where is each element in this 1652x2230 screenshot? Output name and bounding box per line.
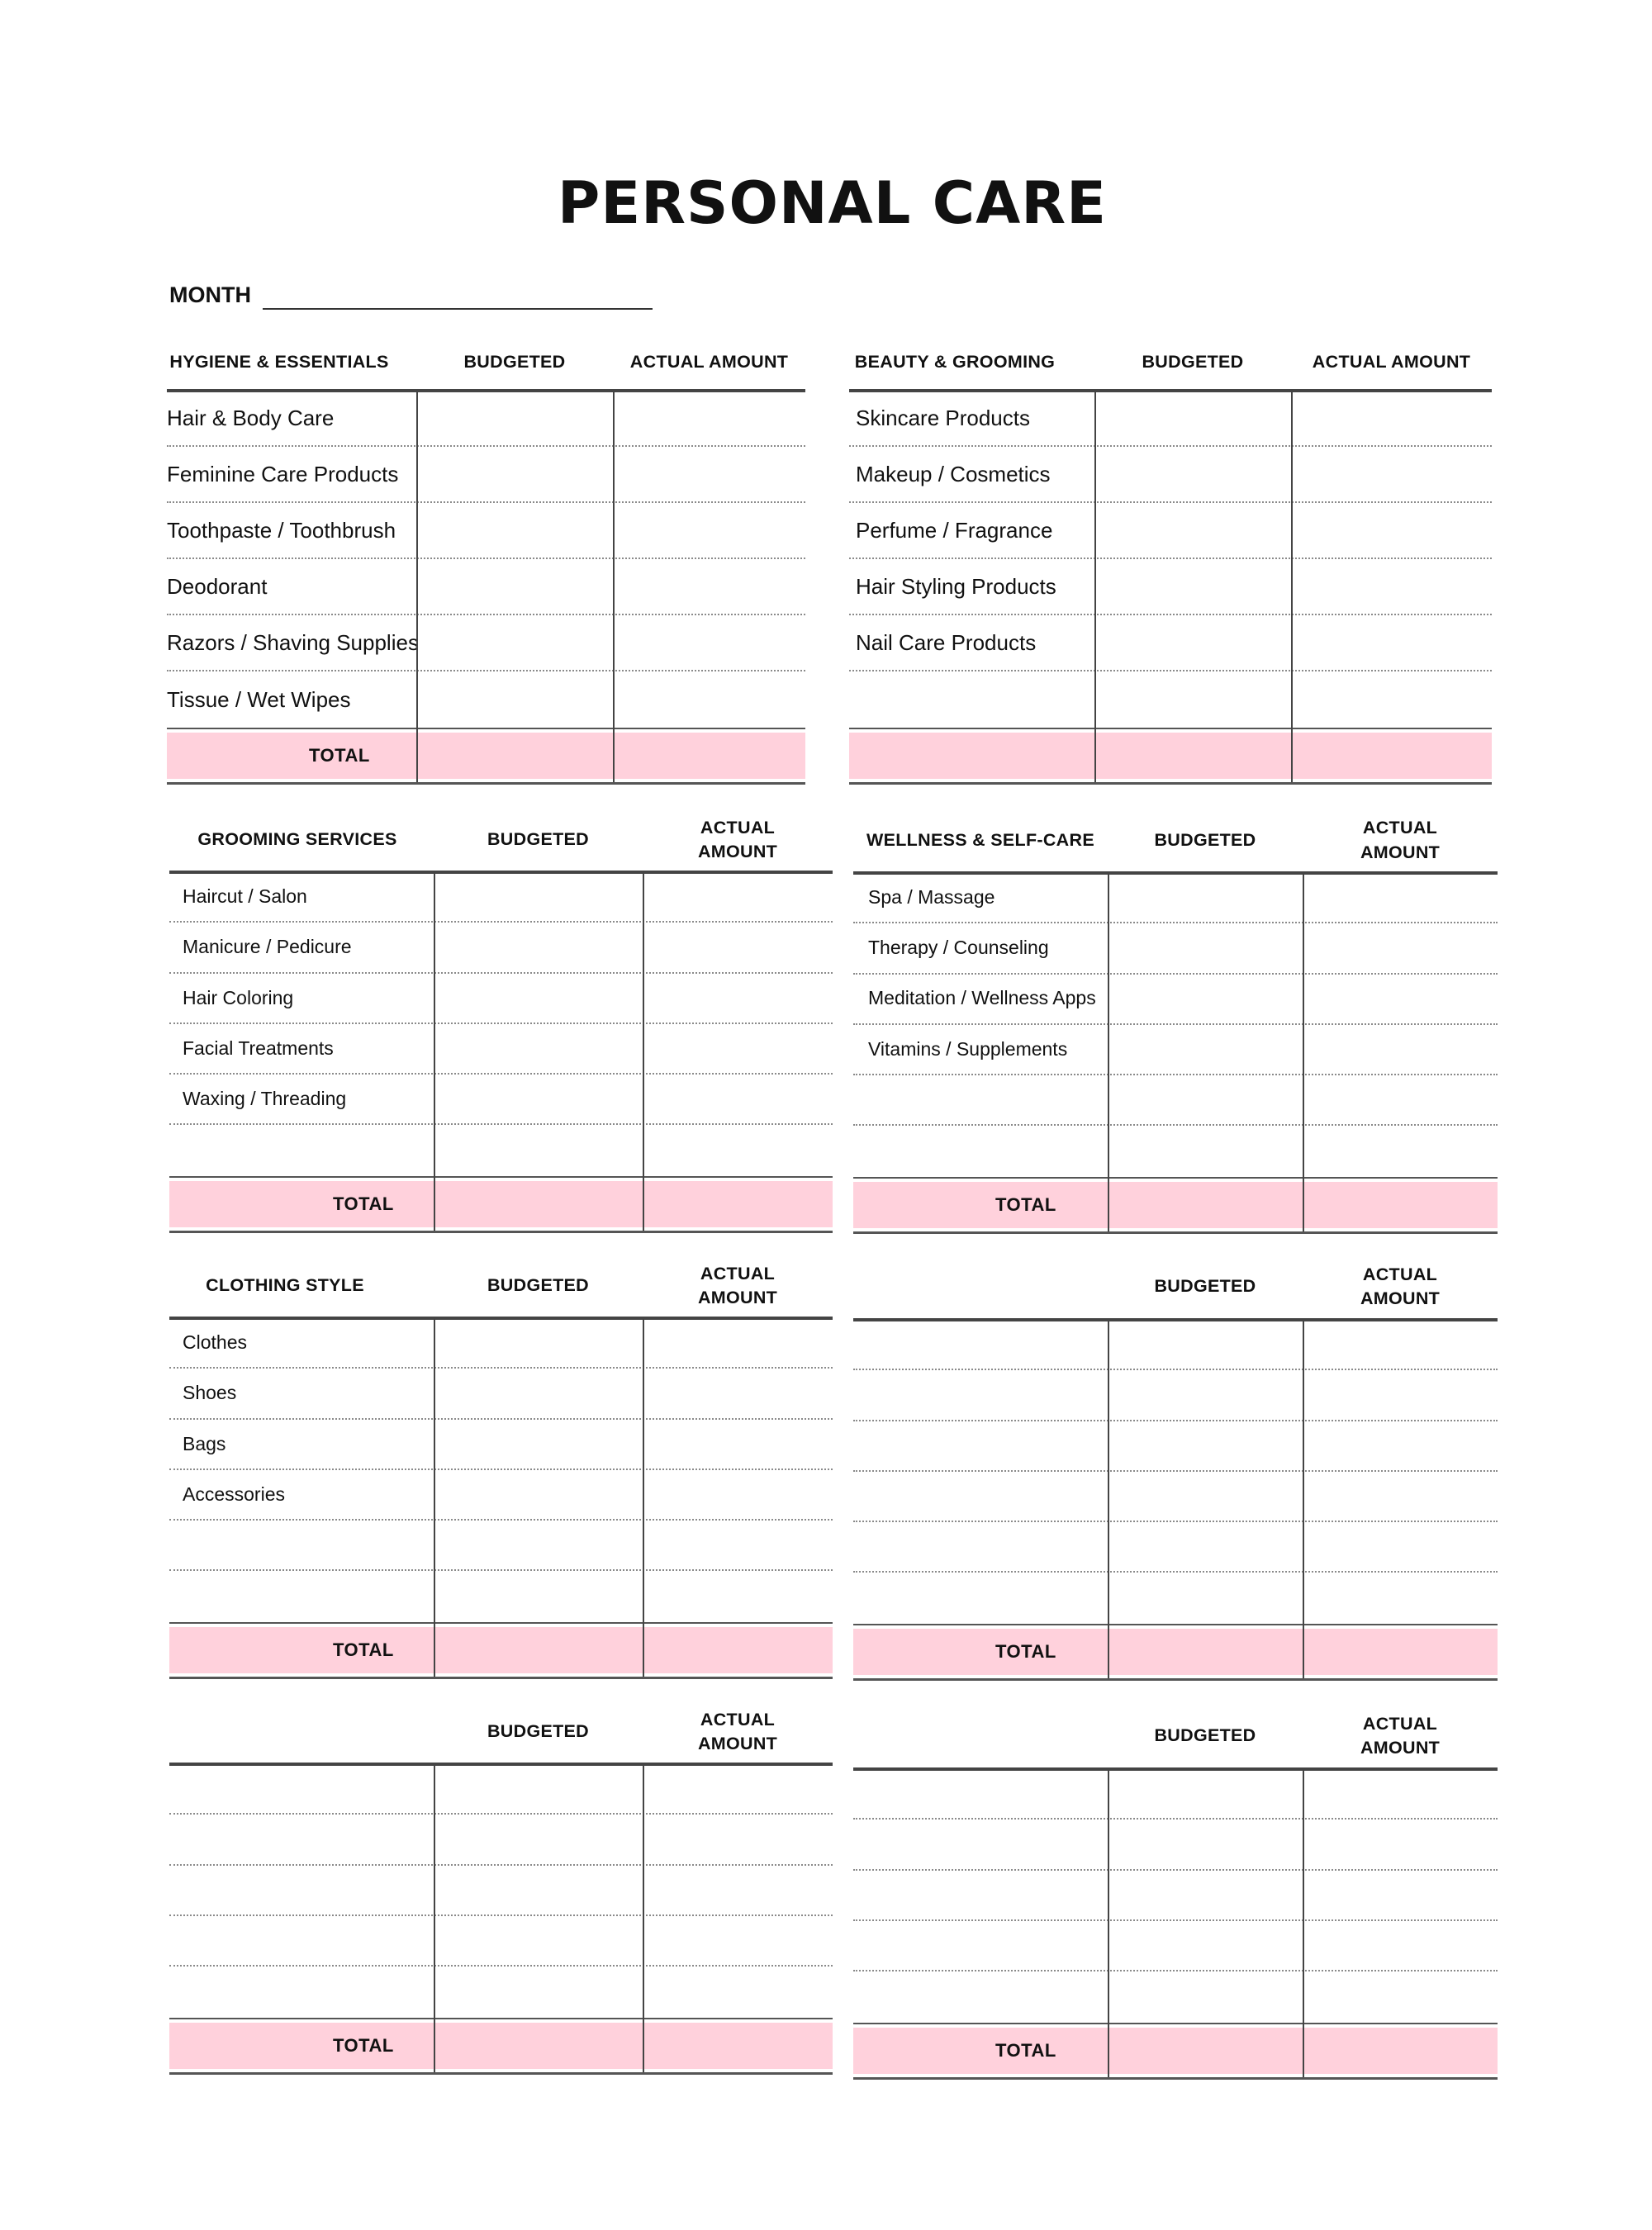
budget-table-hygiene	[167, 334, 805, 784]
column-header-category	[169, 1700, 425, 1764]
budgeted-cell[interactable]	[434, 1470, 643, 1519]
column-divider-budgeted	[1108, 873, 1109, 1231]
row-label: Feminine Care Products	[167, 461, 399, 486]
column-divider-actual	[1303, 1769, 1304, 2077]
total-row	[853, 1629, 1498, 1675]
row-label	[183, 1815, 429, 1863]
budgeted-cell[interactable]	[434, 872, 643, 921]
bottom-rule	[853, 1231, 1498, 1234]
actual-amount-cell[interactable]	[643, 1075, 833, 1123]
table-row	[169, 1764, 833, 1815]
bottom-rule	[169, 1231, 833, 1233]
total-separator	[169, 2018, 833, 2019]
page-title: PERSONAL CARE	[558, 169, 1107, 237]
row-label: Accessories	[183, 1483, 285, 1506]
total-row	[849, 733, 1492, 779]
budgeted-cell[interactable]	[1094, 447, 1291, 501]
budgeted-cell[interactable]	[416, 391, 613, 445]
row-label	[868, 1820, 1103, 1868]
actual-amount-cell[interactable]	[1303, 1921, 1498, 1970]
column-header-category: CLOTHING STYLE	[206, 1275, 364, 1296]
actual-amount-cell[interactable]	[1303, 873, 1498, 922]
actual-amount-cell[interactable]	[1303, 1370, 1498, 1419]
row-label	[868, 1370, 1103, 1419]
actual-amount-cell[interactable]	[1291, 671, 1492, 728]
actual-amount-cell[interactable]	[1303, 1573, 1498, 1624]
column-header-category: BEAUTY & GROOMING	[854, 352, 1056, 372]
actual-amount-cell[interactable]	[1303, 1820, 1498, 1868]
actual-amount-cell[interactable]	[1303, 1871, 1498, 1919]
row-label	[868, 1472, 1103, 1521]
row-label: Hair Coloring	[183, 986, 294, 1008]
actual-amount-cell[interactable]	[643, 1572, 833, 1622]
column-header-actual-amount: ACTUAL AMOUNT	[697, 817, 778, 861]
column-divider-budgeted	[1108, 1320, 1109, 1678]
table-row	[853, 1320, 1498, 1370]
budgeted-cell[interactable]	[1094, 503, 1291, 558]
budgeted-cell[interactable]	[1108, 1370, 1303, 1419]
table-row	[853, 1769, 1498, 1820]
budget-table-blank3	[853, 1703, 1498, 2079]
actual-amount-cell[interactable]	[1303, 975, 1498, 1023]
column-header-actual-amount: ACTUAL AMOUNT	[1312, 352, 1471, 372]
column-header-actual-amount: ACTUAL AMOUNT	[1360, 818, 1441, 862]
total-separator	[853, 2023, 1498, 2024]
column-divider-actual	[643, 1764, 644, 2072]
bottom-rule	[169, 1677, 833, 1679]
column-header-actual-amount: ACTUAL AMOUNT	[1360, 1264, 1441, 1308]
budgeted-cell[interactable]	[1108, 1075, 1303, 1124]
budgeted-cell[interactable]	[434, 974, 643, 1022]
table-row	[853, 1921, 1498, 1971]
row-label: Haircut / Salon	[183, 885, 307, 908]
row-label: Facial Treatments	[183, 1037, 334, 1060]
total-actual-cell[interactable]	[643, 2023, 833, 2069]
actual-amount-cell[interactable]	[643, 1126, 833, 1176]
table-row	[849, 559, 1492, 615]
row-label	[183, 1764, 429, 1813]
actual-amount-cell[interactable]	[643, 872, 833, 921]
budgeted-cell[interactable]	[1108, 1971, 1303, 2022]
total-actual-cell[interactable]	[643, 1627, 833, 1673]
table-row	[167, 615, 805, 671]
column-header-budgeted: BUDGETED	[1142, 352, 1244, 372]
table-row	[169, 1521, 833, 1571]
budgeted-cell[interactable]	[1108, 975, 1303, 1023]
table-row	[169, 1967, 833, 2017]
total-budgeted-cell[interactable]	[416, 733, 613, 779]
column-header-actual-amount: ACTUAL AMOUNT	[1360, 1713, 1441, 1758]
table-row	[169, 1470, 833, 1521]
budgeted-cell[interactable]	[1108, 1472, 1303, 1521]
total-budgeted-cell[interactable]	[1108, 1629, 1303, 1675]
budgeted-cell[interactable]	[1094, 391, 1291, 445]
column-divider-actual	[613, 391, 615, 782]
row-label: Manicure / Pedicure	[183, 936, 352, 958]
budgeted-cell[interactable]	[434, 1916, 643, 1965]
row-label: Razors / Shaving Supplies	[167, 629, 419, 655]
row-label: Skincare Products	[856, 405, 1030, 430]
column-header-category: WELLNESS & SELF-CARE	[866, 829, 1094, 850]
column-header-budgeted: BUDGETED	[463, 352, 566, 372]
budgeted-cell[interactable]	[434, 1521, 643, 1569]
budgeted-cell[interactable]	[416, 615, 613, 670]
column-header-actual-amount: ACTUAL AMOUNT	[697, 1709, 778, 1753]
budgeted-cell[interactable]	[1094, 559, 1291, 614]
table-row	[853, 1025, 1498, 1075]
budgeted-cell[interactable]	[1108, 1025, 1303, 1074]
total-budgeted-cell[interactable]	[1108, 2028, 1303, 2074]
table-row	[167, 447, 805, 503]
column-divider-actual	[1303, 873, 1304, 1231]
total-actual-cell[interactable]	[1291, 733, 1492, 779]
row-label: Spa / Massage	[868, 886, 995, 909]
table-row	[169, 1369, 833, 1419]
actual-amount-cell[interactable]	[1303, 1522, 1498, 1571]
total-label: TOTAL	[995, 2039, 1056, 2061]
column-header-budgeted: BUDGETED	[487, 829, 590, 850]
table-row	[853, 1820, 1498, 1870]
actual-amount-cell[interactable]	[613, 391, 805, 445]
row-label: Deodorant	[167, 573, 268, 599]
actual-amount-cell[interactable]	[643, 1764, 833, 1813]
total-separator	[849, 728, 1492, 729]
table-row	[853, 1522, 1498, 1573]
budgeted-cell[interactable]	[1108, 1522, 1303, 1571]
row-label: Nail Care Products	[856, 629, 1037, 655]
column-divider-budgeted	[1108, 1769, 1109, 2077]
total-actual-cell[interactable]	[1303, 2028, 1498, 2074]
budgeted-cell[interactable]	[434, 1572, 643, 1622]
actual-amount-cell[interactable]	[643, 1369, 833, 1417]
budgeted-cell[interactable]	[416, 559, 613, 614]
column-divider-budgeted	[434, 1318, 435, 1677]
table-row	[169, 1318, 833, 1369]
total-separator	[169, 1176, 833, 1178]
table-row	[853, 1075, 1498, 1126]
row-label	[868, 1573, 1103, 1624]
budgeted-cell[interactable]	[1108, 1320, 1303, 1369]
budgeted-cell[interactable]	[434, 1024, 643, 1073]
budgeted-cell[interactable]	[434, 1126, 643, 1176]
table-row	[853, 1370, 1498, 1421]
total-label: TOTAL	[995, 1640, 1056, 1662]
row-label: Therapy / Counseling	[868, 937, 1049, 959]
column-divider-actual	[1291, 391, 1293, 782]
column-header-budgeted: BUDGETED	[487, 1275, 590, 1296]
row-label: Toothpaste / Toothbrush	[167, 517, 396, 543]
row-label: Bags	[183, 1432, 226, 1454]
table-row	[849, 447, 1492, 503]
budgeted-cell[interactable]	[1108, 1921, 1303, 1970]
row-label	[183, 1572, 429, 1622]
budget-table-beauty	[849, 334, 1492, 784]
row-label: Meditation / Wellness Apps	[868, 987, 1096, 1009]
actual-amount-cell[interactable]	[1291, 503, 1492, 558]
total-row	[169, 2023, 833, 2069]
column-divider-actual	[1303, 1320, 1304, 1678]
table-row	[167, 671, 805, 728]
row-label: Makeup / Cosmetics	[856, 461, 1051, 486]
budget-table-clothing	[169, 1254, 833, 1678]
column-header-category: HYGIENE & ESSENTIALS	[169, 352, 389, 372]
column-divider-budgeted	[416, 391, 418, 782]
table-row	[849, 503, 1492, 559]
budgeted-cell[interactable]	[1108, 923, 1303, 972]
actual-amount-cell[interactable]	[1303, 1320, 1498, 1369]
total-actual-cell[interactable]	[613, 733, 805, 779]
total-label: TOTAL	[333, 2034, 394, 2056]
table-row	[853, 1421, 1498, 1472]
column-divider-budgeted	[434, 1764, 435, 2072]
actual-amount-cell[interactable]	[613, 615, 805, 670]
row-label: Vitamins / Supplements	[868, 1038, 1068, 1060]
budgeted-cell[interactable]	[434, 1369, 643, 1417]
column-divider-actual	[643, 872, 644, 1231]
table-row	[853, 1971, 1498, 2022]
row-label	[856, 671, 1089, 728]
row-label	[868, 1971, 1103, 2022]
column-header-budgeted: BUDGETED	[1154, 829, 1256, 850]
row-label	[183, 1916, 429, 1965]
table-row	[849, 615, 1492, 671]
table-row	[169, 1024, 833, 1075]
total-separator	[167, 728, 805, 729]
total-budgeted-cell[interactable]	[434, 2023, 643, 2069]
actual-amount-cell[interactable]	[1291, 447, 1492, 501]
table-row	[169, 1866, 833, 1916]
total-row	[169, 1627, 833, 1673]
column-header-budgeted: BUDGETED	[487, 1721, 590, 1742]
total-label: TOTAL	[333, 1193, 394, 1214]
table-row	[167, 559, 805, 615]
table-row	[853, 975, 1498, 1025]
actual-amount-cell[interactable]	[1291, 615, 1492, 670]
table-row	[853, 1472, 1498, 1522]
budgeted-cell[interactable]	[434, 1075, 643, 1123]
actual-amount-cell[interactable]	[1303, 1127, 1498, 1177]
row-label	[183, 1126, 429, 1176]
total-label: TOTAL	[333, 1639, 394, 1660]
table-row	[853, 873, 1498, 923]
total-row	[853, 1182, 1498, 1228]
budgeted-cell[interactable]	[434, 1967, 643, 2017]
total-budgeted-cell[interactable]	[1094, 733, 1291, 779]
actual-amount-cell[interactable]	[613, 503, 805, 558]
row-label: Clothes	[183, 1331, 247, 1354]
table-row	[853, 1573, 1498, 1624]
budgeted-cell[interactable]	[1108, 1769, 1303, 1818]
table-row	[169, 1420, 833, 1470]
table-row	[169, 1815, 833, 1865]
budgeted-cell[interactable]	[434, 1866, 643, 1914]
actual-amount-cell[interactable]	[643, 1318, 833, 1367]
actual-amount-cell[interactable]	[643, 1521, 833, 1569]
bottom-rule	[853, 2077, 1498, 2080]
row-label	[868, 1320, 1103, 1369]
actual-amount-cell[interactable]	[1291, 559, 1492, 614]
actual-amount-cell[interactable]	[1303, 1971, 1498, 2022]
actual-amount-cell[interactable]	[643, 923, 833, 971]
total-budgeted-cell[interactable]	[434, 1181, 643, 1227]
budgeted-cell[interactable]	[1108, 1871, 1303, 1919]
budgeted-cell[interactable]	[1108, 1421, 1303, 1470]
table-row	[169, 872, 833, 923]
total-label: TOTAL	[309, 745, 370, 766]
table-row	[853, 1871, 1498, 1921]
table-row	[169, 974, 833, 1024]
actual-amount-cell[interactable]	[1303, 1025, 1498, 1074]
column-header-category	[853, 1254, 1108, 1320]
total-label: TOTAL	[995, 1193, 1056, 1215]
total-row	[169, 1181, 833, 1227]
actual-amount-cell[interactable]	[643, 1866, 833, 1914]
actual-amount-cell[interactable]	[613, 559, 805, 614]
column-header-budgeted: BUDGETED	[1154, 1725, 1256, 1746]
budgeted-cell[interactable]	[434, 1815, 643, 1863]
table-row	[853, 1127, 1498, 1177]
budgeted-cell[interactable]	[1108, 1573, 1303, 1624]
column-header-actual-amount: ACTUAL AMOUNT	[629, 352, 789, 372]
actual-amount-cell[interactable]	[1291, 391, 1492, 445]
bottom-rule	[167, 782, 805, 785]
column-header-budgeted: BUDGETED	[1154, 1276, 1256, 1297]
actual-amount-cell[interactable]	[1303, 1075, 1498, 1124]
row-label	[183, 1967, 429, 2017]
budget-table-grooming	[169, 808, 833, 1232]
actual-amount-cell[interactable]	[643, 1815, 833, 1863]
row-label	[868, 1421, 1103, 1470]
actual-amount-cell[interactable]	[643, 1024, 833, 1073]
budgeted-cell[interactable]	[1108, 873, 1303, 922]
budgeted-cell[interactable]	[434, 1420, 643, 1468]
row-label	[183, 1866, 429, 1914]
row-label: Waxing / Threading	[183, 1088, 347, 1110]
row-label: Hair Styling Products	[856, 573, 1056, 599]
bottom-rule	[169, 2072, 833, 2075]
row-label	[868, 1769, 1103, 1818]
budgeted-cell[interactable]	[1094, 671, 1291, 728]
column-divider-budgeted	[1094, 391, 1096, 782]
budget-table-blank1	[853, 1254, 1498, 1680]
budgeted-cell[interactable]	[434, 1318, 643, 1367]
row-label: Tissue / Wet Wipes	[167, 686, 351, 712]
actual-amount-cell[interactable]	[613, 447, 805, 501]
total-row	[167, 733, 805, 779]
table-row	[853, 923, 1498, 974]
row-label	[868, 1075, 1103, 1124]
total-actual-cell[interactable]	[1303, 1182, 1498, 1228]
total-separator	[853, 1177, 1498, 1179]
table-row	[169, 923, 833, 973]
budget-table-blank2	[169, 1700, 833, 2074]
table-row	[169, 1916, 833, 1967]
month-label: MONTH	[169, 282, 251, 307]
total-separator	[169, 1622, 833, 1624]
row-label	[868, 1921, 1103, 1970]
column-divider-budgeted	[434, 872, 435, 1231]
actual-amount-cell[interactable]	[1303, 1472, 1498, 1521]
table-row	[849, 671, 1492, 728]
actual-amount-cell[interactable]	[643, 1420, 833, 1468]
row-label	[868, 1871, 1103, 1919]
total-budgeted-cell[interactable]	[1108, 1182, 1303, 1228]
budgeted-cell[interactable]	[1094, 615, 1291, 670]
budget-table-wellness	[853, 808, 1498, 1233]
budgeted-cell[interactable]	[1108, 1820, 1303, 1868]
actual-amount-cell[interactable]	[613, 671, 805, 728]
budgeted-cell[interactable]	[1108, 1127, 1303, 1177]
table-row	[849, 391, 1492, 447]
month-input-line[interactable]	[263, 308, 653, 310]
row-label	[868, 1127, 1103, 1177]
table-row	[169, 1572, 833, 1622]
total-separator	[853, 1624, 1498, 1625]
actual-amount-cell[interactable]	[1303, 1421, 1498, 1470]
column-divider-actual	[643, 1318, 644, 1677]
budgeted-cell[interactable]	[416, 671, 613, 728]
total-row	[853, 2028, 1498, 2074]
table-row	[169, 1126, 833, 1176]
table-row	[167, 503, 805, 559]
column-header-actual-amount: ACTUAL AMOUNT	[697, 1263, 778, 1307]
budgeted-cell[interactable]	[416, 503, 613, 558]
bottom-rule	[853, 1678, 1498, 1681]
row-label: Perfume / Fragrance	[856, 517, 1053, 543]
actual-amount-cell[interactable]	[643, 974, 833, 1022]
budgeted-cell[interactable]	[416, 447, 613, 501]
bottom-rule	[849, 782, 1492, 785]
row-label: Shoes	[183, 1382, 237, 1404]
column-header-category: GROOMING SERVICES	[197, 829, 397, 850]
column-header-category	[853, 1703, 1108, 1769]
actual-amount-cell[interactable]	[643, 1967, 833, 2017]
actual-amount-cell[interactable]	[643, 1470, 833, 1519]
actual-amount-cell[interactable]	[643, 1916, 833, 1965]
actual-amount-cell[interactable]	[1303, 923, 1498, 972]
actual-amount-cell[interactable]	[1303, 1769, 1498, 1818]
total-actual-cell[interactable]	[1303, 1629, 1498, 1675]
budgeted-cell[interactable]	[434, 1764, 643, 1813]
total-budgeted-cell[interactable]	[434, 1627, 643, 1673]
row-label	[868, 1522, 1103, 1571]
table-row	[169, 1075, 833, 1125]
budgeted-cell[interactable]	[434, 923, 643, 971]
table-row	[167, 391, 805, 447]
total-actual-cell[interactable]	[643, 1181, 833, 1227]
row-label: Hair & Body Care	[167, 405, 335, 430]
row-label	[183, 1521, 429, 1569]
